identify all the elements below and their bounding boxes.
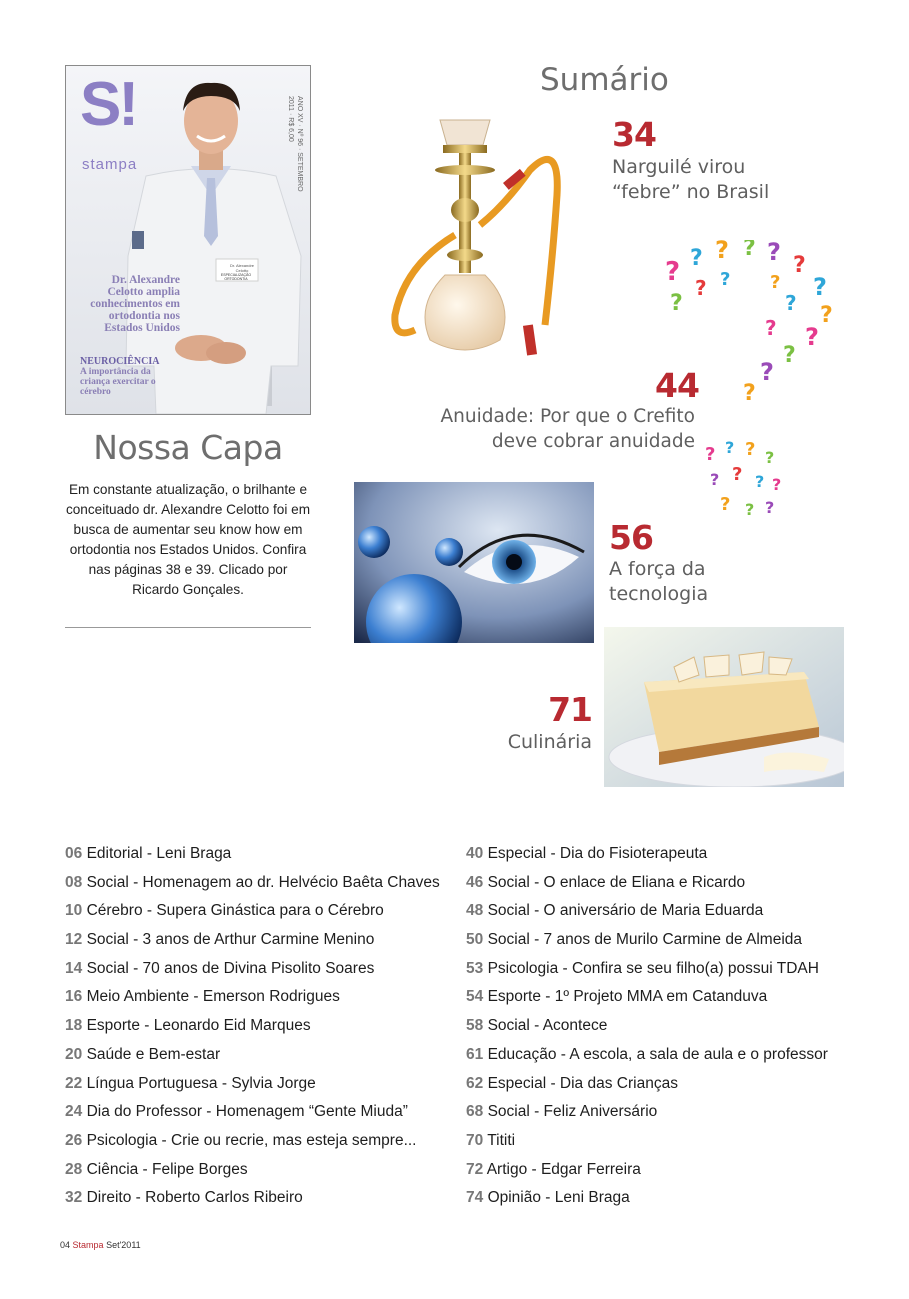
question-marks-small-image [700,435,795,525]
svg-text:?: ? [755,472,765,491]
svg-text:?: ? [805,323,819,351]
index-title: Social - Feliz Aniversário [487,1103,658,1121]
index-title: Tititi [487,1131,516,1149]
index-page-number: 28 [65,1160,83,1178]
index-title: Dia do Professor - Homenagem “Gente Miuda” [86,1103,408,1121]
svg-text:?: ? [715,240,729,264]
index-title: Social - Acontece [487,1017,608,1035]
index-page-number: 62 [466,1074,484,1092]
index-page-number: 20 [65,1045,83,1063]
svg-text:?: ? [745,500,755,519]
feature-page-71[interactable]: 71 [548,690,592,729]
sumario-title: Sumário [540,62,669,98]
index-item[interactable] [65,1041,465,1070]
index-page-number: 26 [65,1131,83,1149]
nossa-capa-text: Em constante atualização, o brilhante e conceituado dr. Alexandre Celotto foi em busca de aumentar seu know how em ortodontia nos Estados Unidos. Confira nas páginas 38 e 39. Clicado por Ricardo Gonçales. [65,482,311,597]
index-title: Psicologia - Crie ou recrie, mas esteja sempre... [86,1131,417,1149]
index-title: Especial - Dia do Fisioterapeuta [487,845,708,862]
index-title: Opinião - Leni Braga [487,1189,630,1207]
index-title: Esporte - Leonardo Eid Marques [86,1017,311,1035]
page-footer [60,1240,141,1250]
index-title: Social - Homenagem ao dr. Helvécio Baêta Chaves [86,873,440,891]
index-item[interactable] [466,1127,896,1156]
cover-issue-info: ANO XV · Nº 96 · SETEMBRO 2011 · R$ 6,00 [287,96,303,192]
index-item[interactable] [466,1041,896,1070]
svg-text:?: ? [743,381,756,406]
index-page-number: 61 [466,1045,484,1063]
svg-text:?: ? [783,343,796,368]
svg-text:?: ? [745,439,756,460]
index-page-number: 10 [65,902,83,920]
divider [65,627,311,628]
index-page-number: 12 [65,931,83,949]
svg-text:?: ? [765,498,775,517]
feature-page-56[interactable]: 56 [609,518,653,557]
index-item[interactable] [65,926,465,955]
index-page-number: 74 [466,1189,484,1207]
index-title: Ciência - Felipe Borges [86,1160,248,1178]
index-list-left [65,840,465,1213]
index-page-number: 54 [466,988,484,1006]
index-item[interactable] [65,1012,465,1041]
index-page-number: 06 [65,845,83,862]
svg-text:?: ? [720,494,731,515]
feature-title-71[interactable]: Culinária [507,731,592,753]
svg-text:?: ? [813,273,827,301]
feature-title-44[interactable]: Anuidade: Por que o Crefito deve cobrar anuidade [440,406,695,452]
svg-text:?: ? [793,253,806,278]
index-page-number: 08 [65,873,83,891]
index-title: Artigo - Edgar Ferreira [486,1160,641,1178]
index-item[interactable] [466,955,896,984]
svg-text:?: ? [772,475,782,494]
cover-headline: Dr. Alexandre Celotto amplia conhecimentos em ortodontia nos Estados Unidos [90,274,180,334]
index-page-number: 58 [466,1017,484,1035]
footer-date: Set'2011 [106,1240,141,1250]
index-page-number: 48 [466,902,484,920]
index-page-number: 53 [466,959,484,977]
index-title: Esporte - 1º Projeto MMA em Catanduva [487,988,768,1006]
cover-thumbnail[interactable] [65,65,311,415]
index-page-number: 22 [65,1074,83,1092]
feature-page-34[interactable]: 34 [612,115,656,154]
index-title: Social - 70 anos de Divina Pisolito Soares [86,959,375,977]
svg-text:?: ? [732,464,743,485]
coat-badge-dept: ESPECIALIZAÇÃO ORTODONTIA [220,273,252,281]
cover-neuro-title: NEUROCIÊNCIA [80,356,160,367]
index-item[interactable] [65,1156,465,1185]
cover-logo-word: stampa [82,156,138,173]
index-title: Social - 3 anos de Arthur Carmine Menino [86,931,375,949]
index-title: Editorial - Leni Braga [86,845,232,862]
index-item[interactable] [466,1012,896,1041]
index-page-number: 40 [466,845,484,862]
index-page-number: 68 [466,1103,484,1121]
svg-text:?: ? [710,470,720,489]
nossa-capa-title: Nossa Capa [93,428,283,467]
index-title: Social - O aniversário de Maria Eduarda [487,902,764,920]
index-page-number: 70 [466,1131,484,1149]
cover-logo-mark: S! [80,70,136,139]
index-title: Social - 7 anos de Murilo Carmine de Almeida [487,931,803,949]
index-title: Psicologia - Confira se seu filho(a) possui TDAH [487,959,819,977]
svg-text:?: ? [665,257,681,287]
index-item[interactable] [466,1184,896,1213]
index-title: Direito - Roberto Carlos Ribeiro [86,1189,303,1207]
svg-text:?: ? [690,246,703,271]
index-list-right [466,840,896,1213]
svg-text:?: ? [670,291,683,316]
index-title: Meio Ambiente - Emerson Rodrigues [86,988,340,1006]
svg-text:?: ? [767,240,781,266]
index-page-number: 32 [65,1189,83,1207]
index-item[interactable] [65,1184,465,1213]
footer-brand: Stampa [72,1240,104,1250]
index-title: Social - O enlace de Eliana e Ricardo [487,873,746,891]
index-title: Língua Portuguesa - Sylvia Jorge [86,1074,316,1092]
index-item[interactable] [65,1070,465,1099]
index-item[interactable] [65,840,465,869]
feature-title-34[interactable]: Narguilé virou “febre” no Brasil [612,156,770,203]
index-page-number: 72 [466,1160,484,1178]
svg-text:?: ? [720,269,731,290]
index-title: Saúde e Bem-estar [86,1045,221,1063]
svg-text:?: ? [760,358,774,386]
index-page-number: 46 [466,873,484,891]
technology-eye-image[interactable] [354,482,594,643]
index-item[interactable] [466,840,896,869]
index-page-number: 16 [65,988,83,1006]
svg-text:?: ? [765,448,775,467]
index-item[interactable] [466,926,896,955]
index-item[interactable] [466,983,896,1012]
index-item[interactable] [65,955,465,984]
feature-page-44[interactable]: 44 [655,366,699,405]
footer-page-number: 04 [60,1240,71,1250]
index-title: Cérebro - Supera Ginástica para o Cérebro [86,902,384,920]
index-title: Especial - Dia das Crianças [487,1074,678,1092]
index-item[interactable] [466,869,896,898]
index-page-number: 24 [65,1103,83,1121]
index-item[interactable] [65,1127,465,1156]
svg-text:?: ? [743,240,756,261]
index-page-number: 14 [65,959,83,977]
svg-text:?: ? [695,276,707,300]
feature-title-56[interactable]: A força da tecnologia [609,558,709,605]
index-item[interactable] [65,897,465,926]
svg-text:?: ? [820,303,833,328]
index-page-number: 18 [65,1017,83,1035]
index-item[interactable] [466,1098,896,1127]
index-page-number: 50 [466,931,484,949]
index-item[interactable] [466,1070,896,1099]
coat-badge-name: Dr. Alexandre Celotto [229,263,254,273]
svg-text:?: ? [785,291,797,315]
hookah-image[interactable] [385,115,565,365]
index-item[interactable] [466,897,896,926]
svg-text:?: ? [725,438,735,457]
svg-text:?: ? [770,272,781,293]
svg-text:?: ? [705,444,716,465]
cover-neuro-text: A importância da criança exercitar o cérebro [80,367,156,397]
index-item[interactable] [65,1098,465,1127]
index-title: Educação - A escola, a sala de aula e o professor [487,1045,828,1063]
svg-text:?: ? [765,316,777,340]
index-item[interactable] [65,869,465,898]
index-item[interactable] [65,983,465,1012]
index-item[interactable] [466,1156,896,1185]
cake-image[interactable] [604,627,844,787]
